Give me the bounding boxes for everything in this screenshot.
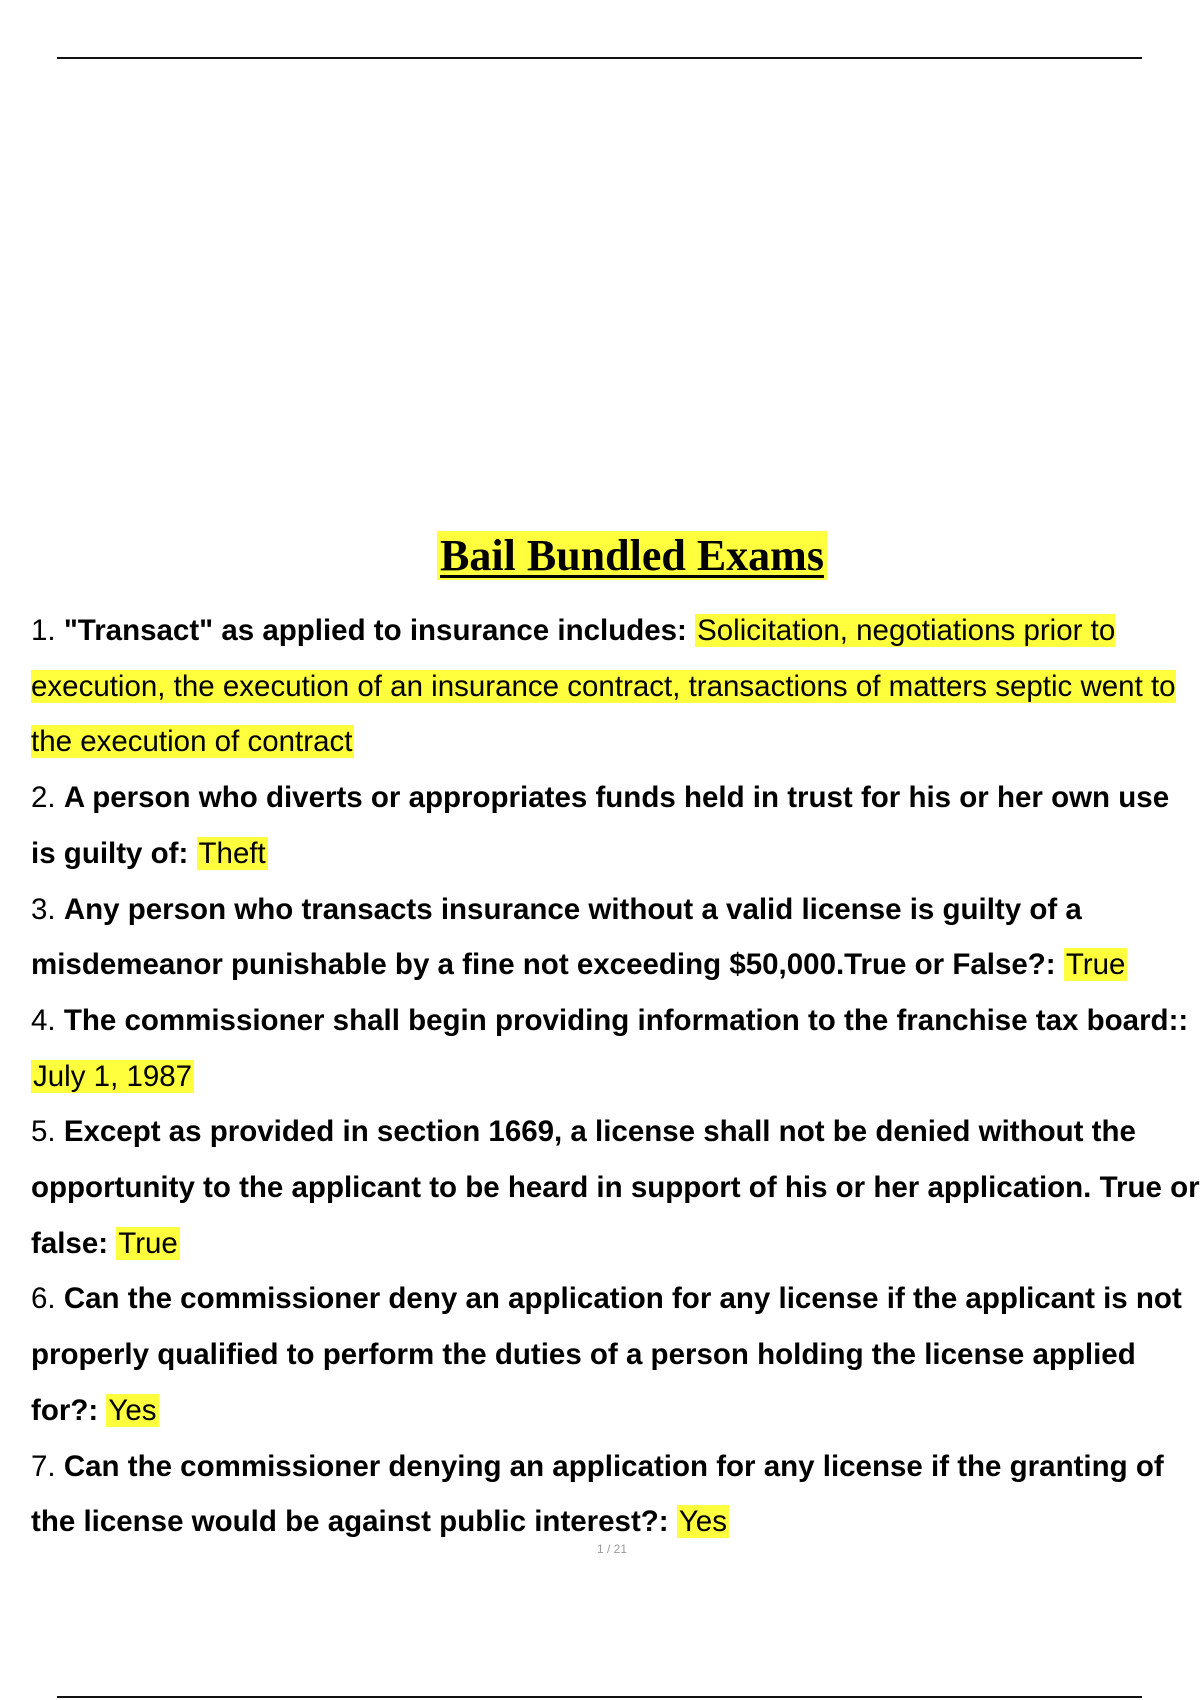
question-item bbox=[31, 882, 1200, 993]
question-number: 6. bbox=[31, 1282, 56, 1316]
question-item bbox=[31, 1104, 1200, 1271]
document-title-text: Bail Bundled Exams bbox=[437, 531, 827, 580]
question-item bbox=[31, 1271, 1200, 1438]
question-text: Except as provided in section 1669, a license shall not be denied without the opportunity to the applicant to be heard in support of his or her application. True or false: bbox=[31, 1115, 1200, 1260]
question-text: Any person who transacts insurance without a valid license is guilty of a misdemeanor punishable by a fine not exceeding $50,000.True or False?: bbox=[31, 892, 1082, 982]
header-rule bbox=[57, 57, 1142, 59]
question-text: The commissioner shall begin providing information to the franchise tax board:: bbox=[63, 1003, 1189, 1037]
answer-highlight: Yes bbox=[108, 1393, 157, 1427]
question-text: "Transact" as applied to insurance includes: bbox=[63, 614, 687, 647]
question-item bbox=[31, 770, 1200, 881]
answer-highlight: Solicitation, negotiations prior to execution, the execution of an insurance contract, transactions of matters septic went to the execution of contract bbox=[31, 614, 1176, 759]
answer-highlight: True bbox=[1065, 948, 1126, 982]
answer-highlight: True bbox=[118, 1226, 178, 1260]
answer-highlight: Yes bbox=[678, 1505, 727, 1539]
question-number: 5. bbox=[31, 1115, 56, 1149]
question-text: A person who diverts or appropriates funds held in trust for his or her own use is guilty of: bbox=[31, 781, 1170, 870]
question-text: Can the commissioner deny an application for any license if the applicant is not properly qualified to perform the duties of a person holding the license applied for?: bbox=[31, 1282, 1182, 1427]
question-item bbox=[31, 603, 1200, 770]
question-number: 1. bbox=[31, 614, 56, 647]
question-item bbox=[31, 1439, 1200, 1550]
question-text: Can the commissioner denying an application for any license if the granting of the license would be against public interest?: bbox=[31, 1449, 1164, 1539]
answer-highlight: Theft bbox=[198, 836, 266, 870]
answer-highlight: July 1, 1987 bbox=[33, 1059, 193, 1093]
footer-rule bbox=[57, 1696, 1142, 1698]
question-number: 7. bbox=[31, 1449, 56, 1483]
question-item bbox=[31, 993, 1200, 1104]
question-number: 3. bbox=[31, 892, 56, 926]
question-number: 2. bbox=[31, 781, 56, 815]
question-number: 4. bbox=[31, 1003, 56, 1037]
page-number: 1 / 21 bbox=[596, 1542, 628, 1556]
document-title bbox=[0, 527, 1200, 585]
question-list bbox=[31, 603, 1200, 1550]
